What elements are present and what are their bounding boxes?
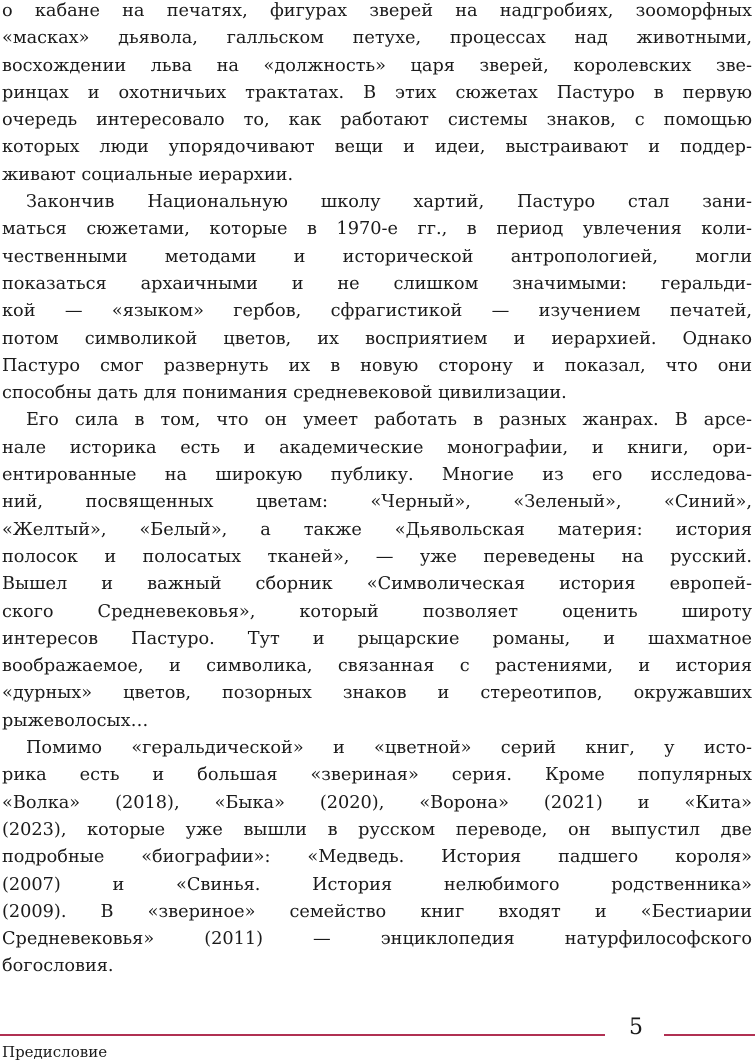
text-line: чественными методами и исторической антропологией, могли — [2, 246, 752, 267]
text-line: ского Средневековья», который позволяет оценить широту — [2, 601, 752, 622]
text-line: о кабане на печатях, фигурах зверей на надгробиях, зооморфных — [2, 1, 752, 21]
text-line: восхождении льва на «должность» царя зверей, королевских зве- — [2, 55, 752, 76]
text-line: Его сила в том, что он умеет работать в разных жанрах. В арсе- — [26, 410, 752, 431]
text-line: подробные «биографии»: «Медведь. История падшего короля» — [2, 847, 752, 868]
text-line: богословия. — [2, 956, 114, 977]
paragraph-1 — [2, 0, 752, 189]
paragraph-2 — [2, 189, 752, 407]
footer-rule-left — [0, 1034, 605, 1036]
text-line: (2007) и «Свинья. История нелюбимого родственника» — [2, 874, 752, 895]
text-line: кой — «языком» гербов, сфрагистикой — изучением печатей, — [2, 301, 752, 322]
body-text — [2, 0, 752, 981]
text-line: Закончив Национальную школу хартий, Пастуро стал зани- — [26, 192, 752, 213]
text-line: интересов Пастуро. Тут и рыцарские романы, и шахматное — [2, 628, 752, 649]
text-line: «Волка» (2018), «Быка» (2020), «Ворона» (2021) и «Кита» — [2, 792, 752, 813]
text-line: «дурных» цветов, позорных знаков и стереотипов, окружавших — [2, 683, 752, 704]
text-line: нале историка есть и академические монографии, и книги, ори- — [2, 437, 752, 458]
text-line: полосок и полосатых тканей», — уже переведены на русский. — [2, 546, 752, 567]
text-line: потом символикой цветов, их восприятием и иерархией. Однако — [2, 328, 752, 349]
text-line: Средневековья» (2011) — энциклопедия натурфилософского — [2, 929, 752, 950]
text-line: очередь интересовало то, как работают системы знаков, с помощью — [2, 110, 752, 131]
text-line: маться сюжетами, которые в 1970-е гг., в период увлечения коли- — [2, 219, 752, 240]
running-footer-title: Предисловие — [2, 1043, 108, 1061]
text-line: рика есть и большая «звериная» серия. Кроме популярных — [2, 765, 752, 786]
text-line: ний, посвященных цветам: «Черный», «Зеленый», «Синий», — [2, 492, 752, 513]
paragraph-3 — [2, 407, 752, 735]
text-line: показаться архаичными и не слишком значимыми: геральди- — [2, 273, 752, 294]
text-line: способны дать для понимания средневековой цивилизации. — [2, 383, 567, 404]
text-line: Вышел и важный сборник «Символическая история европей- — [2, 574, 752, 595]
text-line: (2023), которые уже вышли в русском переводе, он выпустил две — [2, 819, 752, 840]
text-line: рыжеволосых… — [2, 710, 149, 731]
text-line: (2009). В «звериное» семейство книг входят и «Бестиарии — [2, 901, 752, 922]
paragraph-4 — [2, 735, 752, 981]
text-line: живают социальные иерархии. — [2, 164, 294, 185]
text-line: Пастуро смог развернуть их в новую сторону и показал, что они — [2, 355, 752, 376]
text-line: ринцах и охотничьих трактатах. В этих сюжетах Пастуро в первую — [2, 82, 752, 103]
text-line: «масках» дьявола, галльском петухе, процессах над животными, — [2, 28, 752, 49]
text-line: «Желтый», «Белый», а также «Дьявольская материя: история — [2, 519, 752, 540]
text-line: Помимо «геральдической» и «цветной» серий книг, у исто- — [26, 738, 752, 759]
text-line: воображаемое, и символика, связанная с растениями, и история — [2, 656, 752, 677]
text-line: которых люди упорядочивают вещи и идеи, выстраивают и поддер- — [2, 137, 752, 158]
page-number: 5 — [629, 1015, 643, 1040]
text-line: ентированные на широкую публику. Многие из его исследова- — [2, 465, 752, 486]
footer-rule-right — [664, 1034, 755, 1036]
